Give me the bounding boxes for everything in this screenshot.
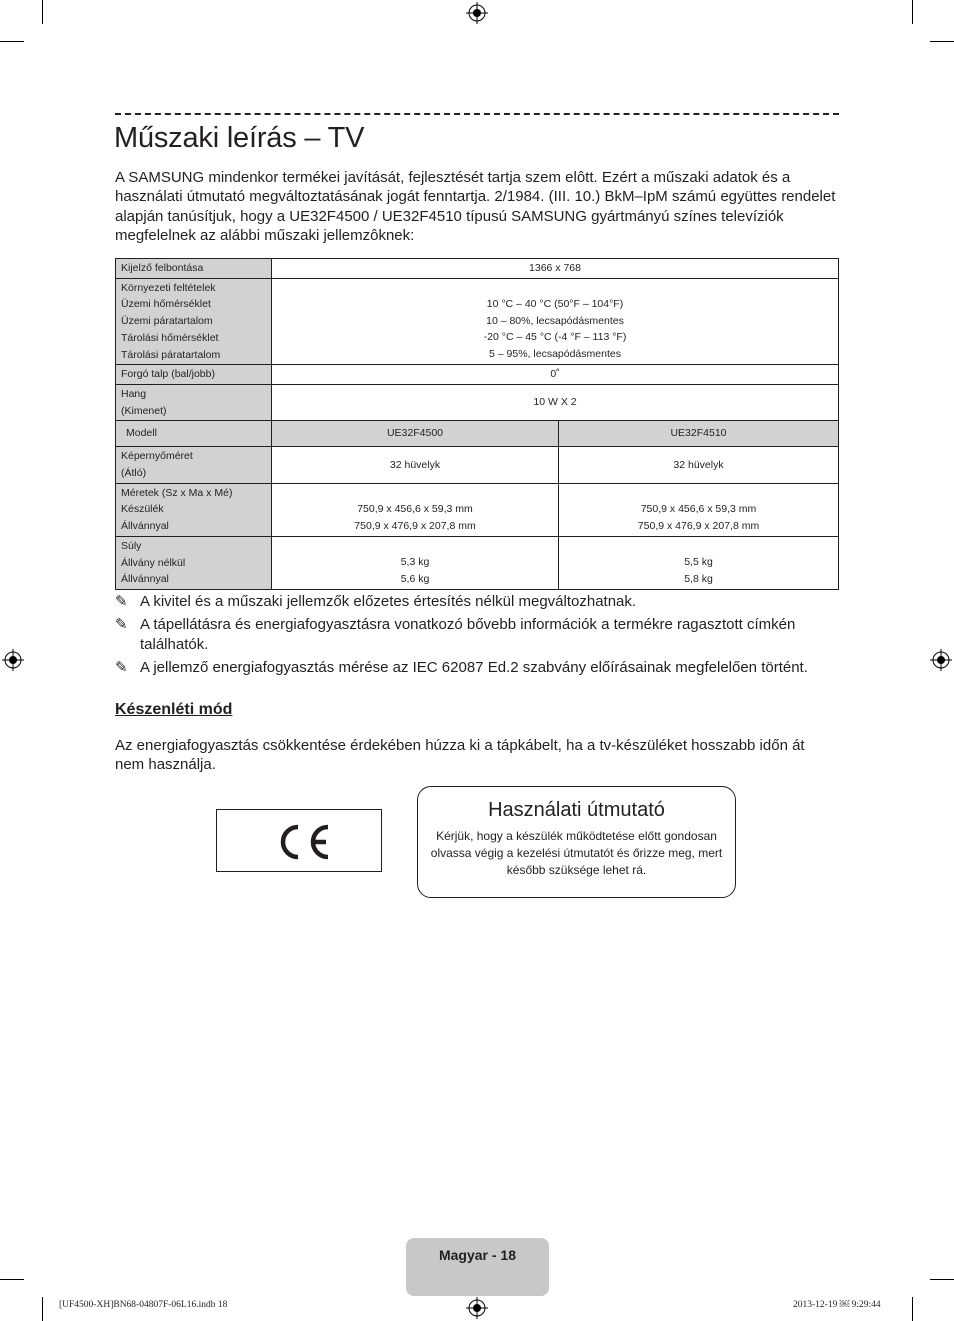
registration-mark-icon: [930, 649, 952, 671]
label-line: (Átló): [121, 467, 147, 480]
row-value: 32 hüvelyk: [272, 447, 559, 483]
model-cell: UE32F4500: [272, 421, 559, 447]
title-rule: [115, 113, 839, 115]
table-row: [116, 536, 839, 589]
value-line: 5,5 kg: [684, 556, 713, 569]
value-line: 5 – 95%, lecsapódásmentes: [489, 348, 621, 361]
list-item: [115, 615, 841, 654]
pencil-note-icon: ✎: [115, 659, 128, 677]
note-text: A jellemző energiafogyasztás mérése az IEC 62087 Ed.2 szabvány előírásainak megfelelően történt.: [140, 659, 808, 677]
manual-title: Használati útmutató: [488, 799, 665, 821]
value-line: 750,9 x 456,6 x 59,3 mm: [357, 503, 473, 516]
notes-list: [115, 592, 841, 682]
row-label: [116, 483, 272, 536]
row-label: [116, 278, 272, 365]
list-item: [115, 658, 841, 677]
manual-text: Kérjük, hogy a készülék működtetése előtt gondosan olvassa végig a kezelési útmutatót és őrizze meg, mert később szüksége lehet rá.: [430, 829, 723, 877]
ce-mark-icon: [272, 824, 330, 860]
page-title: Műszaki leírás – TV: [114, 122, 365, 154]
table-header-row: [116, 421, 839, 447]
standby-paragraph: Az energiafogyasztás csökkentése érdekében húzza ki a tápkábelt, ha a tv-készüléket hosszabb időn át nem használja.: [115, 737, 805, 774]
label-line: Üzemi hőmérséklet: [121, 298, 211, 311]
row-label: Kijelző felbontása: [116, 259, 272, 279]
list-item: [115, 592, 841, 611]
page-label: Magyar - 18: [438, 1247, 517, 1263]
user-manual-notice: [417, 786, 736, 898]
row-value: [272, 278, 839, 365]
registration-mark-icon: [2, 649, 24, 671]
label-line: Üzemi páratartalom: [121, 315, 213, 328]
label-line: Állvány nélkül: [121, 556, 186, 569]
label-line: Méretek (Sz x Ma x Mé): [121, 486, 233, 499]
label-line: Súly: [121, 539, 142, 552]
row-value: [559, 483, 839, 536]
label-line: (Kimenet): [121, 404, 167, 417]
row-value: 32 hüvelyk: [559, 447, 839, 483]
table-row: [116, 483, 839, 536]
label-line: Állvánnyal: [121, 520, 169, 533]
value-line: 10 – 80%, lecsapódásmentes: [486, 314, 624, 327]
row-value: 0˚: [272, 365, 839, 385]
footer-timestamp: 2013-12-19 ￼ 9:29:44: [793, 1300, 881, 1310]
value-line: 750,9 x 476,9 x 207,8 mm: [637, 519, 760, 532]
crop-mark: [912, 1297, 913, 1321]
registration-mark-icon: [466, 1297, 488, 1319]
value-line: 5,6 kg: [400, 572, 430, 585]
row-value: [272, 483, 559, 536]
label-line: Tárolási hőmérséklet: [121, 331, 219, 344]
table-row: [116, 365, 839, 385]
table-row: [116, 447, 839, 483]
pencil-note-icon: ✎: [115, 616, 128, 634]
crop-mark: [930, 41, 954, 42]
label-line: Állvánnyal: [121, 573, 169, 586]
table-row: [116, 259, 839, 279]
model-label: Modell: [116, 421, 272, 447]
ce-mark-box: [216, 809, 382, 872]
table-row: [116, 278, 839, 365]
row-value: [559, 536, 839, 589]
value-line: 5,8 kg: [684, 572, 713, 585]
row-value: 10 W X 2: [272, 384, 839, 420]
row-label: [116, 536, 272, 589]
standby-heading: Készenléti mód: [115, 701, 233, 718]
row-label: Forgó talp (bal/jobb): [116, 365, 272, 385]
note-text: A kivitel és a műszaki jellemzők előzetes értesítés nélkül megváltozhatnak.: [140, 593, 637, 610]
crop-mark: [930, 1279, 954, 1280]
crop-mark: [0, 1279, 24, 1280]
crop-mark: [42, 1297, 43, 1321]
intro-paragraph: A SAMSUNG mindenkor termékei javítását, fejlesztését tartja szem elôtt. Ezért a műszaki adatok és a használati útmutató megváltoztatásának jogát fenntartja. 2/1984. (III. 10.) BkM–IpM számú együttes rendelet alapján tanúsítjuk, hogy a UE32F4500 / UE32F4510 típusú SAMSUNG gyártmányú színes televíziók megfelelnek az alábbi műszaki jellemzôknek:: [115, 169, 836, 245]
spec-table: [115, 258, 839, 590]
value-line: 750,9 x 456,6 x 59,3 mm: [640, 503, 757, 516]
label-line: Képernyőméret: [121, 450, 193, 463]
row-label: [116, 384, 272, 420]
row-value: 1366 x 768: [272, 259, 839, 279]
label-line: Készülék: [121, 503, 164, 516]
footer-file-info: [UF4500-XH]BN68-04807F-06L16.indb 18: [59, 1300, 228, 1310]
value-line: 10 °C – 40 °C (50°F – 104°F): [486, 298, 624, 311]
value-line: -20 °C – 45 °C (-4 °F – 113 °F): [483, 331, 627, 344]
value-line: 5,3 kg: [400, 556, 430, 569]
page-number-tab: [406, 1238, 549, 1296]
pencil-note-icon: ✎: [115, 593, 128, 610]
model-cell: UE32F4510: [559, 421, 839, 447]
registration-mark-icon: [466, 2, 488, 24]
crop-mark: [912, 0, 913, 24]
value-line: 750,9 x 476,9 x 207,8 mm: [354, 519, 476, 532]
table-row: [116, 384, 839, 420]
label-line: Hang: [121, 387, 147, 400]
label-line: Környezeti feltételek: [121, 281, 216, 294]
crop-mark: [42, 0, 43, 24]
row-value: [272, 536, 559, 589]
crop-mark: [0, 41, 24, 42]
label-line: Tárolási páratartalom: [121, 348, 221, 361]
row-label: [116, 447, 272, 483]
note-text: A tápellátásra és energiafogyasztásra vonatkozó bővebb információk a termékre ragasztott címkén találhatók.: [140, 616, 796, 653]
